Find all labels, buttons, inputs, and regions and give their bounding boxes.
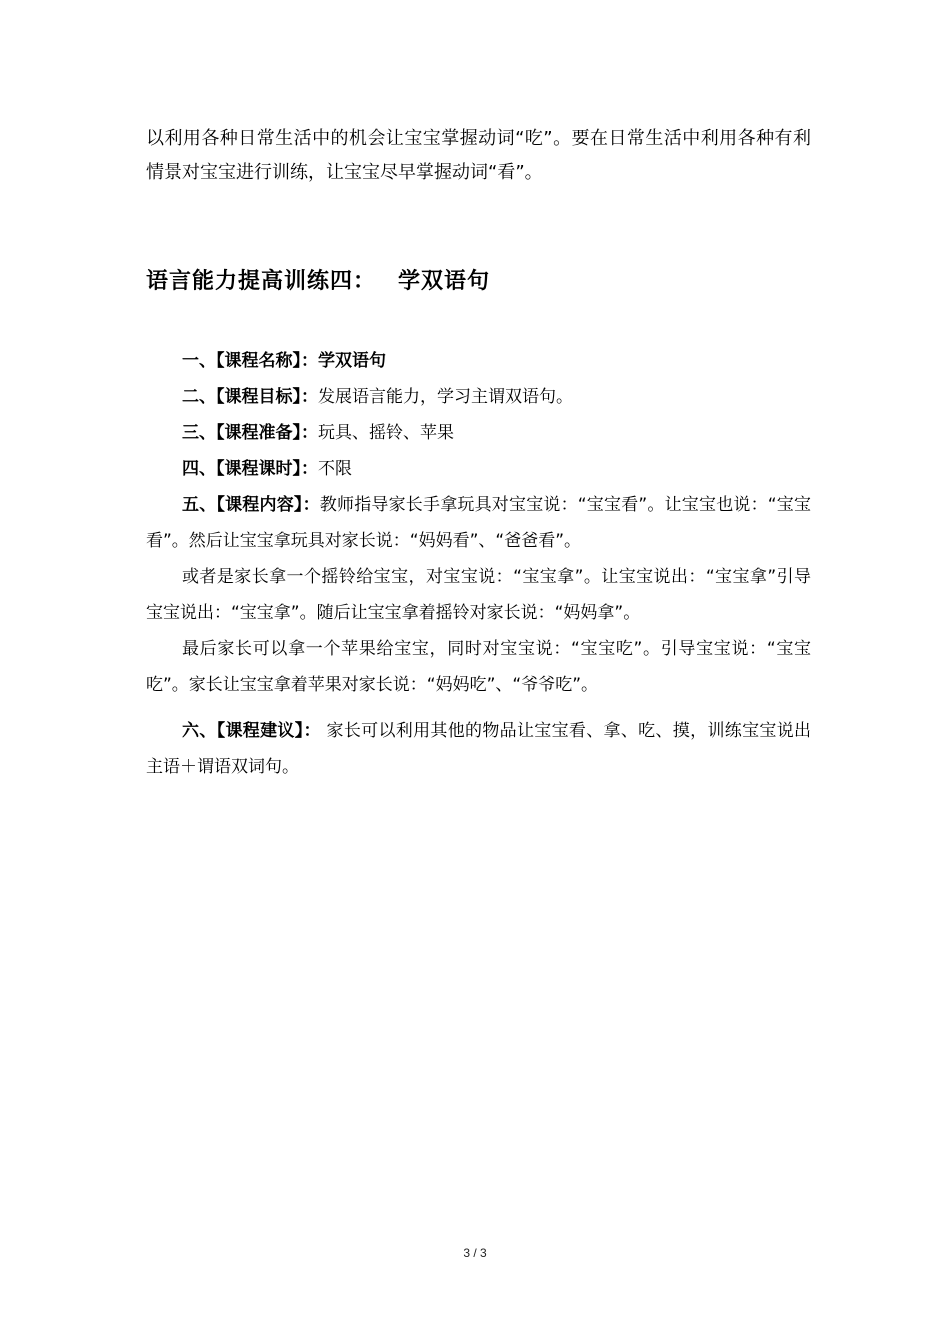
- intro-paragraph: [146, 122, 811, 190]
- item-label: 四、【课程课时】：: [182, 459, 318, 479]
- intro-text: 以利用各种日常生活中的机会让宝宝掌握动词“吃”。要在日常生活中利用各种有利情景对宝宝进行训练，让宝宝尽早掌握动词“看”。: [146, 128, 811, 183]
- item-value: 发展语言能力，学习主谓双语句。: [318, 387, 573, 407]
- item-label: 六、【课程建议】：: [182, 721, 321, 741]
- item-course-name: [146, 343, 811, 379]
- section-subtitle: 学双语句: [398, 269, 491, 294]
- course-content: [146, 343, 811, 785]
- content-paragraph: 最后家长可以拿一个苹果给宝宝，同时对宝宝说：“宝宝吃”。引导宝宝说：“宝宝吃”。家长让宝宝拿着苹果对家长说：“妈妈吃”、“爷爷吃”。: [146, 639, 811, 695]
- page-number: 3 / 3: [463, 1246, 487, 1260]
- item-value: 教师指导家长手拿玩具对宝宝说：“宝宝看”。让宝宝也说：“宝宝看”。然后让宝宝拿玩具对家长说：“妈妈看”、“爸爸看”。: [146, 495, 812, 551]
- item-value: 学双语句: [318, 351, 386, 371]
- item-label: 五、【课程内容】：: [182, 495, 320, 515]
- item-course-goal: [146, 379, 811, 415]
- item-course-hours: [146, 451, 811, 487]
- item-course-suggestion: [146, 713, 811, 785]
- section-heading: [146, 264, 490, 295]
- content-paragraph: 或者是家长拿一个摇铃给宝宝，对宝宝说：“宝宝拿”。让宝宝说出：“宝宝拿”引导宝宝说出：“宝宝拿”。随后让宝宝拿着摇铃对家长说：“妈妈拿”。: [146, 567, 811, 623]
- item-label: 二、【课程目标】：: [182, 387, 318, 407]
- item-label: 一、【课程名称】：: [182, 351, 318, 371]
- item-label: 三、【课程准备】：: [182, 423, 318, 443]
- section-title: 语言能力提高训练四：: [146, 269, 377, 294]
- item-value: 玩具、摇铃、苹果: [318, 423, 454, 443]
- item-course-content: [146, 487, 811, 559]
- item-value: 家长可以利用其他的物品让宝宝看、拿、吃、摸，训练宝宝说出主语＋谓语双词句。: [146, 721, 812, 777]
- item-course-preparation: [146, 415, 811, 451]
- item-value: 不限: [318, 459, 352, 479]
